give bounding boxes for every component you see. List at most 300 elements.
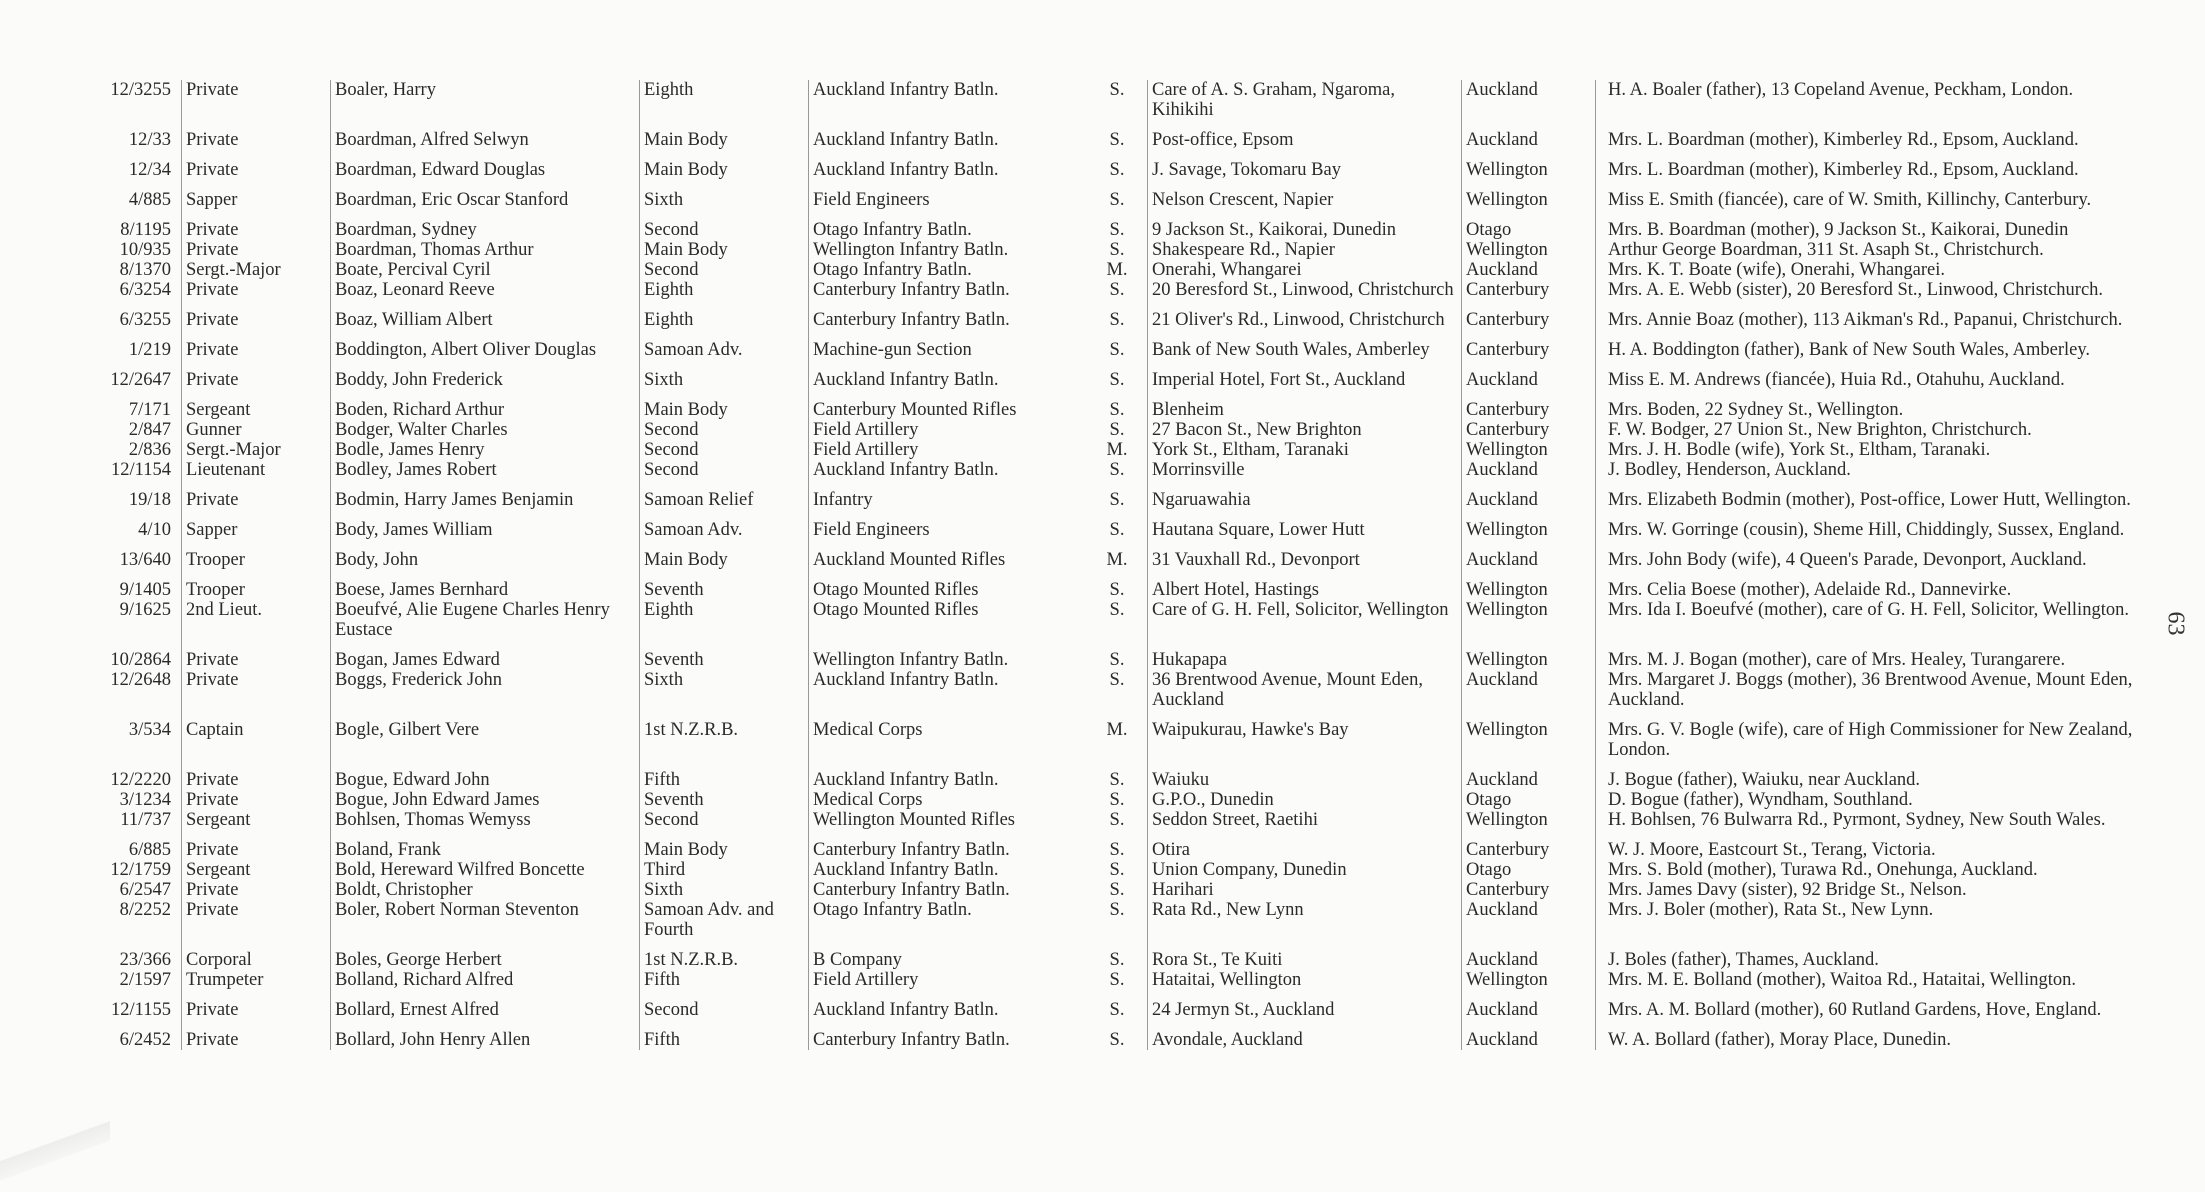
last-address-cell: Rora St., Te Kuiti bbox=[1148, 940, 1462, 970]
regimental-number-cell: 12/2220 bbox=[110, 770, 171, 790]
table-row bbox=[75, 940, 2172, 970]
regimental-number-cell: 12/33 bbox=[128, 130, 171, 150]
last-address-cell: Care of G. H. Fell, Solicitor, Wellington bbox=[1148, 600, 1462, 640]
table-row bbox=[75, 810, 2172, 830]
last-address-cell: Seddon Street, Raetihi bbox=[1148, 810, 1462, 830]
regimental-number-cell: 1/219 bbox=[128, 340, 171, 360]
draft-cell: Samoan Adv. bbox=[640, 330, 809, 360]
table-row bbox=[75, 240, 2172, 260]
rank-cell: Trooper bbox=[182, 540, 331, 570]
marital-status-cell: S. bbox=[1109, 840, 1125, 860]
unit-cell: Wellington Mounted Rifles bbox=[809, 810, 1088, 830]
district-cell: Wellington bbox=[1462, 600, 1596, 640]
table-row bbox=[75, 640, 2172, 670]
regimental-number-cell: 6/3255 bbox=[119, 310, 171, 330]
soldier-name-cell: Bohlsen, Thomas Wemyss bbox=[331, 810, 640, 830]
next-of-kin-cell: H. Bohlsen, 76 Bulwarra Rd., Pyrmont, Sydney, New South Wales. bbox=[1596, 810, 2173, 830]
draft-cell: Main Body bbox=[640, 830, 809, 860]
soldier-name-cell: Boles, George Herbert bbox=[331, 940, 640, 970]
unit-cell: Otago Infantry Batln. bbox=[809, 260, 1088, 280]
district-cell: Auckland bbox=[1462, 80, 1596, 120]
nominal-roll-body bbox=[75, 80, 2172, 1050]
rank-cell: Private bbox=[182, 790, 331, 810]
rank-cell: Private bbox=[182, 280, 331, 300]
last-address-cell: Avondale, Auckland bbox=[1148, 1020, 1462, 1050]
district-cell: Canterbury bbox=[1462, 880, 1596, 900]
rank-cell: Sapper bbox=[182, 510, 331, 540]
draft-cell: Sixth bbox=[640, 670, 809, 710]
marital-status-cell: S. bbox=[1109, 650, 1125, 670]
last-address-cell: Ngaruawahia bbox=[1148, 480, 1462, 510]
marital-status-cell: S. bbox=[1109, 370, 1125, 390]
table-row bbox=[75, 480, 2172, 510]
unit-cell: Canterbury Mounted Rifles bbox=[809, 390, 1088, 420]
unit-cell: Auckland Infantry Batln. bbox=[809, 150, 1088, 180]
marital-status-cell: S. bbox=[1109, 900, 1125, 920]
draft-cell: Seventh bbox=[640, 640, 809, 670]
draft-cell: 1st N.Z.R.B. bbox=[640, 940, 809, 970]
table-row bbox=[75, 830, 2172, 860]
unit-cell: Field Artillery bbox=[809, 970, 1088, 990]
draft-cell: Second bbox=[640, 440, 809, 460]
soldier-name-cell: Boardman, Eric Oscar Stanford bbox=[331, 180, 640, 210]
soldier-name-cell: Bold, Hereward Wilfred Boncette bbox=[331, 860, 640, 880]
table-row bbox=[75, 880, 2172, 900]
unit-cell: B Company bbox=[809, 940, 1088, 970]
district-cell: Wellington bbox=[1462, 810, 1596, 830]
district-cell: Wellington bbox=[1462, 570, 1596, 600]
marital-status-cell: S. bbox=[1109, 130, 1125, 150]
draft-cell: Second bbox=[640, 210, 809, 240]
rank-cell: Corporal bbox=[182, 940, 331, 970]
last-address-cell: Albert Hotel, Hastings bbox=[1148, 570, 1462, 600]
draft-cell: Sixth bbox=[640, 180, 809, 210]
rank-cell: Sergeant bbox=[182, 810, 331, 830]
table-row bbox=[75, 710, 2172, 760]
next-of-kin-cell: Mrs. Margaret J. Boggs (mother), 36 Brentwood Avenue, Mount Eden, Auckland. bbox=[1596, 670, 2173, 710]
soldier-name-cell: Bodger, Walter Charles bbox=[331, 420, 640, 440]
last-address-cell: Harihari bbox=[1148, 880, 1462, 900]
draft-cell: Second bbox=[640, 260, 809, 280]
draft-cell: Main Body bbox=[640, 150, 809, 180]
regimental-number-cell: 7/171 bbox=[128, 400, 171, 420]
unit-cell: Infantry bbox=[809, 480, 1088, 510]
marital-status-cell: S. bbox=[1109, 970, 1125, 990]
district-cell: Canterbury bbox=[1462, 330, 1596, 360]
regimental-number-cell: 10/2864 bbox=[110, 650, 171, 670]
regimental-number-cell: 12/2647 bbox=[110, 370, 171, 390]
marital-status-cell: S. bbox=[1109, 490, 1125, 510]
district-cell: Otago bbox=[1462, 860, 1596, 880]
regimental-number-cell: 6/2452 bbox=[119, 1030, 171, 1050]
next-of-kin-cell: Mrs. L. Boardman (mother), Kimberley Rd., Epsom, Auckland. bbox=[1596, 150, 2173, 180]
next-of-kin-cell: Mrs. John Body (wife), 4 Queen's Parade, Devonport, Auckland. bbox=[1596, 540, 2173, 570]
draft-cell: Eighth bbox=[640, 600, 809, 640]
soldier-name-cell: Bogan, James Edward bbox=[331, 640, 640, 670]
unit-cell: Auckland Infantry Batln. bbox=[809, 670, 1088, 710]
draft-cell: 1st N.Z.R.B. bbox=[640, 710, 809, 760]
last-address-cell: Hautana Square, Lower Hutt bbox=[1148, 510, 1462, 540]
last-address-cell: 20 Beresford St., Linwood, Christchurch bbox=[1148, 280, 1462, 300]
last-address-cell: Nelson Crescent, Napier bbox=[1148, 180, 1462, 210]
unit-cell: Auckland Infantry Batln. bbox=[809, 80, 1088, 120]
soldier-name-cell: Bogue, John Edward James bbox=[331, 790, 640, 810]
regimental-number-cell: 12/2648 bbox=[110, 670, 171, 690]
draft-cell: Eighth bbox=[640, 280, 809, 300]
marital-status-cell: S. bbox=[1109, 580, 1125, 600]
district-cell: Wellington bbox=[1462, 970, 1596, 990]
soldier-name-cell: Bodmin, Harry James Benjamin bbox=[331, 480, 640, 510]
unit-cell: Medical Corps bbox=[809, 710, 1088, 760]
table-row bbox=[75, 260, 2172, 280]
marital-status-cell: S. bbox=[1109, 950, 1125, 970]
district-cell: Auckland bbox=[1462, 900, 1596, 940]
regimental-number-cell: 9/1625 bbox=[119, 600, 171, 620]
soldier-name-cell: Boldt, Christopher bbox=[331, 880, 640, 900]
unit-cell: Otago Infantry Batln. bbox=[809, 900, 1088, 940]
soldier-name-cell: Boeufvé, Alie Eugene Charles Henry Eustace bbox=[331, 600, 640, 640]
draft-cell: Main Body bbox=[640, 540, 809, 570]
next-of-kin-cell: Mrs. W. Gorringe (cousin), Sheme Hill, Chiddingly, Sussex, England. bbox=[1596, 510, 2173, 540]
rank-cell: Private bbox=[182, 120, 331, 150]
soldier-name-cell: Boden, Richard Arthur bbox=[331, 390, 640, 420]
last-address-cell: 9 Jackson St., Kaikorai, Dunedin bbox=[1148, 210, 1462, 240]
next-of-kin-cell: Mrs. Elizabeth Bodmin (mother), Post-office, Lower Hutt, Wellington. bbox=[1596, 480, 2173, 510]
marital-status-cell: S. bbox=[1109, 420, 1125, 440]
table-row bbox=[75, 150, 2172, 180]
table-row bbox=[75, 570, 2172, 600]
unit-cell: Field Engineers bbox=[809, 510, 1088, 540]
next-of-kin-cell: Mrs. M. E. Bolland (mother), Waitoa Rd., Hataitai, Wellington. bbox=[1596, 970, 2173, 990]
next-of-kin-cell: Mrs. Ida I. Boeufvé (mother), care of G. H. Fell, Solicitor, Wellington. bbox=[1596, 600, 2173, 640]
next-of-kin-cell: Mrs. S. Bold (mother), Turawa Rd., Onehunga, Auckland. bbox=[1596, 860, 2173, 880]
regimental-number-cell: 23/366 bbox=[119, 950, 171, 970]
draft-cell: Main Body bbox=[640, 240, 809, 260]
draft-cell: Second bbox=[640, 460, 809, 480]
last-address-cell: Union Company, Dunedin bbox=[1148, 860, 1462, 880]
draft-cell: Second bbox=[640, 990, 809, 1020]
table-row bbox=[75, 990, 2172, 1020]
table-row bbox=[75, 120, 2172, 150]
soldier-name-cell: Boate, Percival Cyril bbox=[331, 260, 640, 280]
soldier-name-cell: Boddy, John Frederick bbox=[331, 360, 640, 390]
marital-status-cell: M. bbox=[1106, 720, 1128, 740]
next-of-kin-cell: F. W. Bodger, 27 Union St., New Brighton, Christchurch. bbox=[1596, 420, 2173, 440]
district-cell: Auckland bbox=[1462, 360, 1596, 390]
regimental-number-cell: 12/1155 bbox=[111, 1000, 171, 1020]
draft-cell: Eighth bbox=[640, 80, 809, 120]
marital-status-cell: S. bbox=[1109, 280, 1125, 300]
rank-cell: Trooper bbox=[182, 570, 331, 600]
marital-status-cell: S. bbox=[1109, 1030, 1125, 1050]
unit-cell: Canterbury Infantry Batln. bbox=[809, 280, 1088, 300]
last-address-cell: Bank of New South Wales, Amberley bbox=[1148, 330, 1462, 360]
marital-status-cell: S. bbox=[1109, 400, 1125, 420]
marital-status-cell: S. bbox=[1109, 770, 1125, 790]
district-cell: Auckland bbox=[1462, 460, 1596, 480]
district-cell: Wellington bbox=[1462, 150, 1596, 180]
marital-status-cell: S. bbox=[1109, 160, 1125, 180]
unit-cell: Machine-gun Section bbox=[809, 330, 1088, 360]
regimental-number-cell: 3/534 bbox=[128, 720, 171, 740]
regimental-number-cell: 12/34 bbox=[128, 160, 171, 180]
district-cell: Wellington bbox=[1462, 710, 1596, 760]
marital-status-cell: M. bbox=[1106, 260, 1128, 280]
table-row bbox=[75, 440, 2172, 460]
next-of-kin-cell: Mrs. A. M. Bollard (mother), 60 Rutland Gardens, Hove, England. bbox=[1596, 990, 2173, 1020]
last-address-cell: Hukapapa bbox=[1148, 640, 1462, 670]
rank-cell: Private bbox=[182, 990, 331, 1020]
district-cell: Canterbury bbox=[1462, 300, 1596, 330]
district-cell: Auckland bbox=[1462, 260, 1596, 280]
rank-cell: Private bbox=[182, 760, 331, 790]
soldier-name-cell: Boardman, Edward Douglas bbox=[331, 150, 640, 180]
draft-cell: Second bbox=[640, 420, 809, 440]
table-row bbox=[75, 330, 2172, 360]
rank-cell: Private bbox=[182, 880, 331, 900]
regimental-number-cell: 2/836 bbox=[128, 440, 171, 460]
unit-cell: Auckland Infantry Batln. bbox=[809, 990, 1088, 1020]
rank-cell: Private bbox=[182, 80, 331, 120]
rank-cell: Sapper bbox=[182, 180, 331, 210]
draft-cell: Second bbox=[640, 810, 809, 830]
unit-cell: Wellington Infantry Batln. bbox=[809, 240, 1088, 260]
regimental-number-cell: 12/1154 bbox=[111, 460, 171, 480]
next-of-kin-cell: J. Bogue (father), Waiuku, near Auckland. bbox=[1596, 760, 2173, 790]
soldier-name-cell: Boler, Robert Norman Steventon bbox=[331, 900, 640, 940]
soldier-name-cell: Boland, Frank bbox=[331, 830, 640, 860]
rank-cell: Sergt.-Major bbox=[182, 440, 331, 460]
regimental-number-cell: 11/737 bbox=[120, 810, 171, 830]
rank-cell: Private bbox=[182, 1020, 331, 1050]
last-address-cell: Waipukurau, Hawke's Bay bbox=[1148, 710, 1462, 760]
unit-cell: Wellington Infantry Batln. bbox=[809, 640, 1088, 670]
soldier-name-cell: Bogue, Edward John bbox=[331, 760, 640, 790]
rank-cell: Sergeant bbox=[182, 860, 331, 880]
regimental-number-cell: 4/10 bbox=[138, 520, 171, 540]
unit-cell: Otago Mounted Rifles bbox=[809, 570, 1088, 600]
last-address-cell: Waiuku bbox=[1148, 760, 1462, 790]
table-row bbox=[75, 670, 2172, 710]
next-of-kin-cell: Arthur George Boardman, 311 St. Asaph St., Christchurch. bbox=[1596, 240, 2173, 260]
draft-cell: Main Body bbox=[640, 390, 809, 420]
unit-cell: Canterbury Infantry Batln. bbox=[809, 880, 1088, 900]
marital-status-cell: S. bbox=[1109, 190, 1125, 210]
table-row bbox=[75, 510, 2172, 540]
unit-cell: Canterbury Infantry Batln. bbox=[809, 300, 1088, 330]
rank-cell: Private bbox=[182, 900, 331, 940]
next-of-kin-cell: Mrs. J. H. Bodle (wife), York St., Eltham, Taranaki. bbox=[1596, 440, 2173, 460]
marital-status-cell: S. bbox=[1109, 340, 1125, 360]
soldier-name-cell: Boardman, Thomas Arthur bbox=[331, 240, 640, 260]
regimental-number-cell: 10/935 bbox=[119, 240, 171, 260]
unit-cell: Auckland Infantry Batln. bbox=[809, 860, 1088, 880]
rank-cell: Private bbox=[182, 300, 331, 330]
district-cell: Auckland bbox=[1462, 120, 1596, 150]
marital-status-cell: S. bbox=[1109, 520, 1125, 540]
marital-status-cell: S. bbox=[1109, 1000, 1125, 1020]
marital-status-cell: S. bbox=[1109, 810, 1125, 830]
rank-cell: Captain bbox=[182, 710, 331, 760]
district-cell: Wellington bbox=[1462, 240, 1596, 260]
next-of-kin-cell: Mrs. G. V. Bogle (wife), care of High Commissioner for New Zealand, London. bbox=[1596, 710, 2173, 760]
soldier-name-cell: Bogle, Gilbert Vere bbox=[331, 710, 640, 760]
next-of-kin-cell: H. A. Boddington (father), Bank of New South Wales, Amberley. bbox=[1596, 330, 2173, 360]
soldier-name-cell: Boaz, Leonard Reeve bbox=[331, 280, 640, 300]
next-of-kin-cell: Mrs. Celia Boese (mother), Adelaide Rd., Dannevirke. bbox=[1596, 570, 2173, 600]
last-address-cell: Onerahi, Whangarei bbox=[1148, 260, 1462, 280]
rank-cell: Private bbox=[182, 670, 331, 710]
table-row bbox=[75, 420, 2172, 440]
last-address-cell: 24 Jermyn St., Auckland bbox=[1148, 990, 1462, 1020]
last-address-cell: Otira bbox=[1148, 830, 1462, 860]
rank-cell: Private bbox=[182, 830, 331, 860]
marital-status-cell: S. bbox=[1109, 310, 1125, 330]
last-address-cell: J. Savage, Tokomaru Bay bbox=[1148, 150, 1462, 180]
draft-cell: Sixth bbox=[640, 880, 809, 900]
table-row bbox=[75, 390, 2172, 420]
district-cell: Otago bbox=[1462, 790, 1596, 810]
soldier-name-cell: Boaz, William Albert bbox=[331, 300, 640, 330]
soldier-name-cell: Bollard, John Henry Allen bbox=[331, 1020, 640, 1050]
marital-status-cell: S. bbox=[1109, 860, 1125, 880]
table-row bbox=[75, 280, 2172, 300]
table-row bbox=[75, 210, 2172, 240]
regimental-number-cell: 13/640 bbox=[119, 550, 171, 570]
table-row bbox=[75, 970, 2172, 990]
unit-cell: Auckland Mounted Rifles bbox=[809, 540, 1088, 570]
regimental-number-cell: 8/1195 bbox=[120, 220, 171, 240]
table-row bbox=[75, 600, 2172, 640]
soldier-name-cell: Bodle, James Henry bbox=[331, 440, 640, 460]
unit-cell: Auckland Infantry Batln. bbox=[809, 120, 1088, 150]
rank-cell: Sergt.-Major bbox=[182, 260, 331, 280]
next-of-kin-cell: Mrs. J. Boler (mother), Rata St., New Lynn. bbox=[1596, 900, 2173, 940]
unit-cell: Canterbury Infantry Batln. bbox=[809, 1020, 1088, 1050]
district-cell: Wellington bbox=[1462, 180, 1596, 210]
marital-status-cell: S. bbox=[1109, 80, 1125, 100]
soldier-name-cell: Boaler, Harry bbox=[331, 80, 640, 120]
rank-cell: Private bbox=[182, 210, 331, 240]
district-cell: Wellington bbox=[1462, 640, 1596, 670]
torn-corner bbox=[0, 1102, 110, 1192]
unit-cell: Canterbury Infantry Batln. bbox=[809, 830, 1088, 860]
draft-cell: Third bbox=[640, 860, 809, 880]
regimental-number-cell: 12/1759 bbox=[110, 860, 171, 880]
last-address-cell: Hataitai, Wellington bbox=[1148, 970, 1462, 990]
regimental-number-cell: 8/2252 bbox=[119, 900, 171, 920]
regimental-number-cell: 6/885 bbox=[128, 840, 171, 860]
table-row bbox=[75, 180, 2172, 210]
last-address-cell: Shakespeare Rd., Napier bbox=[1148, 240, 1462, 260]
next-of-kin-cell: W. J. Moore, Eastcourt St., Terang, Victoria. bbox=[1596, 830, 2173, 860]
district-cell: Wellington bbox=[1462, 510, 1596, 540]
marital-status-cell: S. bbox=[1109, 790, 1125, 810]
draft-cell: Fifth bbox=[640, 970, 809, 990]
marital-status-cell: M. bbox=[1106, 440, 1128, 460]
rank-cell: Private bbox=[182, 640, 331, 670]
soldier-name-cell: Body, James William bbox=[331, 510, 640, 540]
marital-status-cell: S. bbox=[1109, 240, 1125, 260]
unit-cell: Medical Corps bbox=[809, 790, 1088, 810]
regimental-number-cell: 8/1370 bbox=[119, 260, 171, 280]
table-row bbox=[75, 1020, 2172, 1050]
unit-cell: Field Artillery bbox=[809, 440, 1088, 460]
district-cell: Canterbury bbox=[1462, 830, 1596, 860]
soldier-name-cell: Boggs, Frederick John bbox=[331, 670, 640, 710]
marital-status-cell: S. bbox=[1109, 220, 1125, 240]
rank-cell: Lieutenant bbox=[182, 460, 331, 480]
regimental-number-cell: 19/18 bbox=[128, 490, 171, 510]
table-row bbox=[75, 900, 2172, 940]
rank-cell: Private bbox=[182, 150, 331, 180]
nominal-roll-table bbox=[75, 80, 2172, 1050]
last-address-cell: Rata Rd., New Lynn bbox=[1148, 900, 1462, 940]
next-of-kin-cell: Mrs. Annie Boaz (mother), 113 Aikman's Rd., Papanui, Christchurch. bbox=[1596, 300, 2173, 330]
next-of-kin-cell: Mrs. B. Boardman (mother), 9 Jackson St., Kaikorai, Dunedin bbox=[1596, 210, 2173, 240]
marital-status-cell: S. bbox=[1109, 600, 1125, 620]
unit-cell: Auckland Infantry Batln. bbox=[809, 460, 1088, 480]
regimental-number-cell: 9/1405 bbox=[119, 580, 171, 600]
rank-cell: Private bbox=[182, 360, 331, 390]
table-row bbox=[75, 80, 2172, 120]
rank-cell: Private bbox=[182, 480, 331, 510]
district-cell: Auckland bbox=[1462, 1020, 1596, 1050]
unit-cell: Auckland Infantry Batln. bbox=[809, 360, 1088, 390]
next-of-kin-cell: J. Bodley, Henderson, Auckland. bbox=[1596, 460, 2173, 480]
last-address-cell: 27 Bacon St., New Brighton bbox=[1148, 420, 1462, 440]
last-address-cell: Morrinsville bbox=[1148, 460, 1462, 480]
district-cell: Auckland bbox=[1462, 990, 1596, 1020]
rank-cell: Private bbox=[182, 330, 331, 360]
table-row bbox=[75, 300, 2172, 330]
last-address-cell: 21 Oliver's Rd., Linwood, Christchurch bbox=[1148, 300, 1462, 330]
district-cell: Auckland bbox=[1462, 940, 1596, 970]
draft-cell: Eighth bbox=[640, 300, 809, 330]
regimental-number-cell: 3/1234 bbox=[119, 790, 171, 810]
next-of-kin-cell: Mrs. L. Boardman (mother), Kimberley Rd., Epsom, Auckland. bbox=[1596, 120, 2173, 150]
last-address-cell: Imperial Hotel, Fort St., Auckland bbox=[1148, 360, 1462, 390]
table-row bbox=[75, 860, 2172, 880]
next-of-kin-cell: Miss E. Smith (fiancée), care of W. Smith, Killinchy, Canterbury. bbox=[1596, 180, 2173, 210]
last-address-cell: Care of A. S. Graham, Ngaroma, Kihikihi bbox=[1148, 80, 1462, 120]
next-of-kin-cell: H. A. Boaler (father), 13 Copeland Avenue, Peckham, London. bbox=[1596, 80, 2173, 120]
table-row bbox=[75, 460, 2172, 480]
marital-status-cell: S. bbox=[1109, 460, 1125, 480]
district-cell: Canterbury bbox=[1462, 420, 1596, 440]
regimental-number-cell: 6/3254 bbox=[119, 280, 171, 300]
next-of-kin-cell: Mrs. Boden, 22 Sydney St., Wellington. bbox=[1596, 390, 2173, 420]
rank-cell: Trumpeter bbox=[182, 970, 331, 990]
unit-cell: Auckland Infantry Batln. bbox=[809, 760, 1088, 790]
regimental-number-cell: 2/1597 bbox=[119, 970, 171, 990]
page-number: 63 bbox=[2162, 611, 2189, 636]
draft-cell: Seventh bbox=[640, 790, 809, 810]
next-of-kin-cell: Miss E. M. Andrews (fiancée), Huia Rd., Otahuhu, Auckland. bbox=[1596, 360, 2173, 390]
district-cell: Otago bbox=[1462, 210, 1596, 240]
draft-cell: Fifth bbox=[640, 760, 809, 790]
soldier-name-cell: Bodley, James Robert bbox=[331, 460, 640, 480]
draft-cell: Main Body bbox=[640, 120, 809, 150]
table-row bbox=[75, 360, 2172, 390]
last-address-cell: G.P.O., Dunedin bbox=[1148, 790, 1462, 810]
district-cell: Auckland bbox=[1462, 760, 1596, 790]
last-address-cell: 36 Brentwood Avenue, Mount Eden, Auckland bbox=[1148, 670, 1462, 710]
next-of-kin-cell: Mrs. A. E. Webb (sister), 20 Beresford St., Linwood, Christchurch. bbox=[1596, 280, 2173, 300]
marital-status-cell: S. bbox=[1109, 670, 1125, 690]
soldier-name-cell: Boardman, Sydney bbox=[331, 210, 640, 240]
marital-status-cell: M. bbox=[1106, 550, 1128, 570]
